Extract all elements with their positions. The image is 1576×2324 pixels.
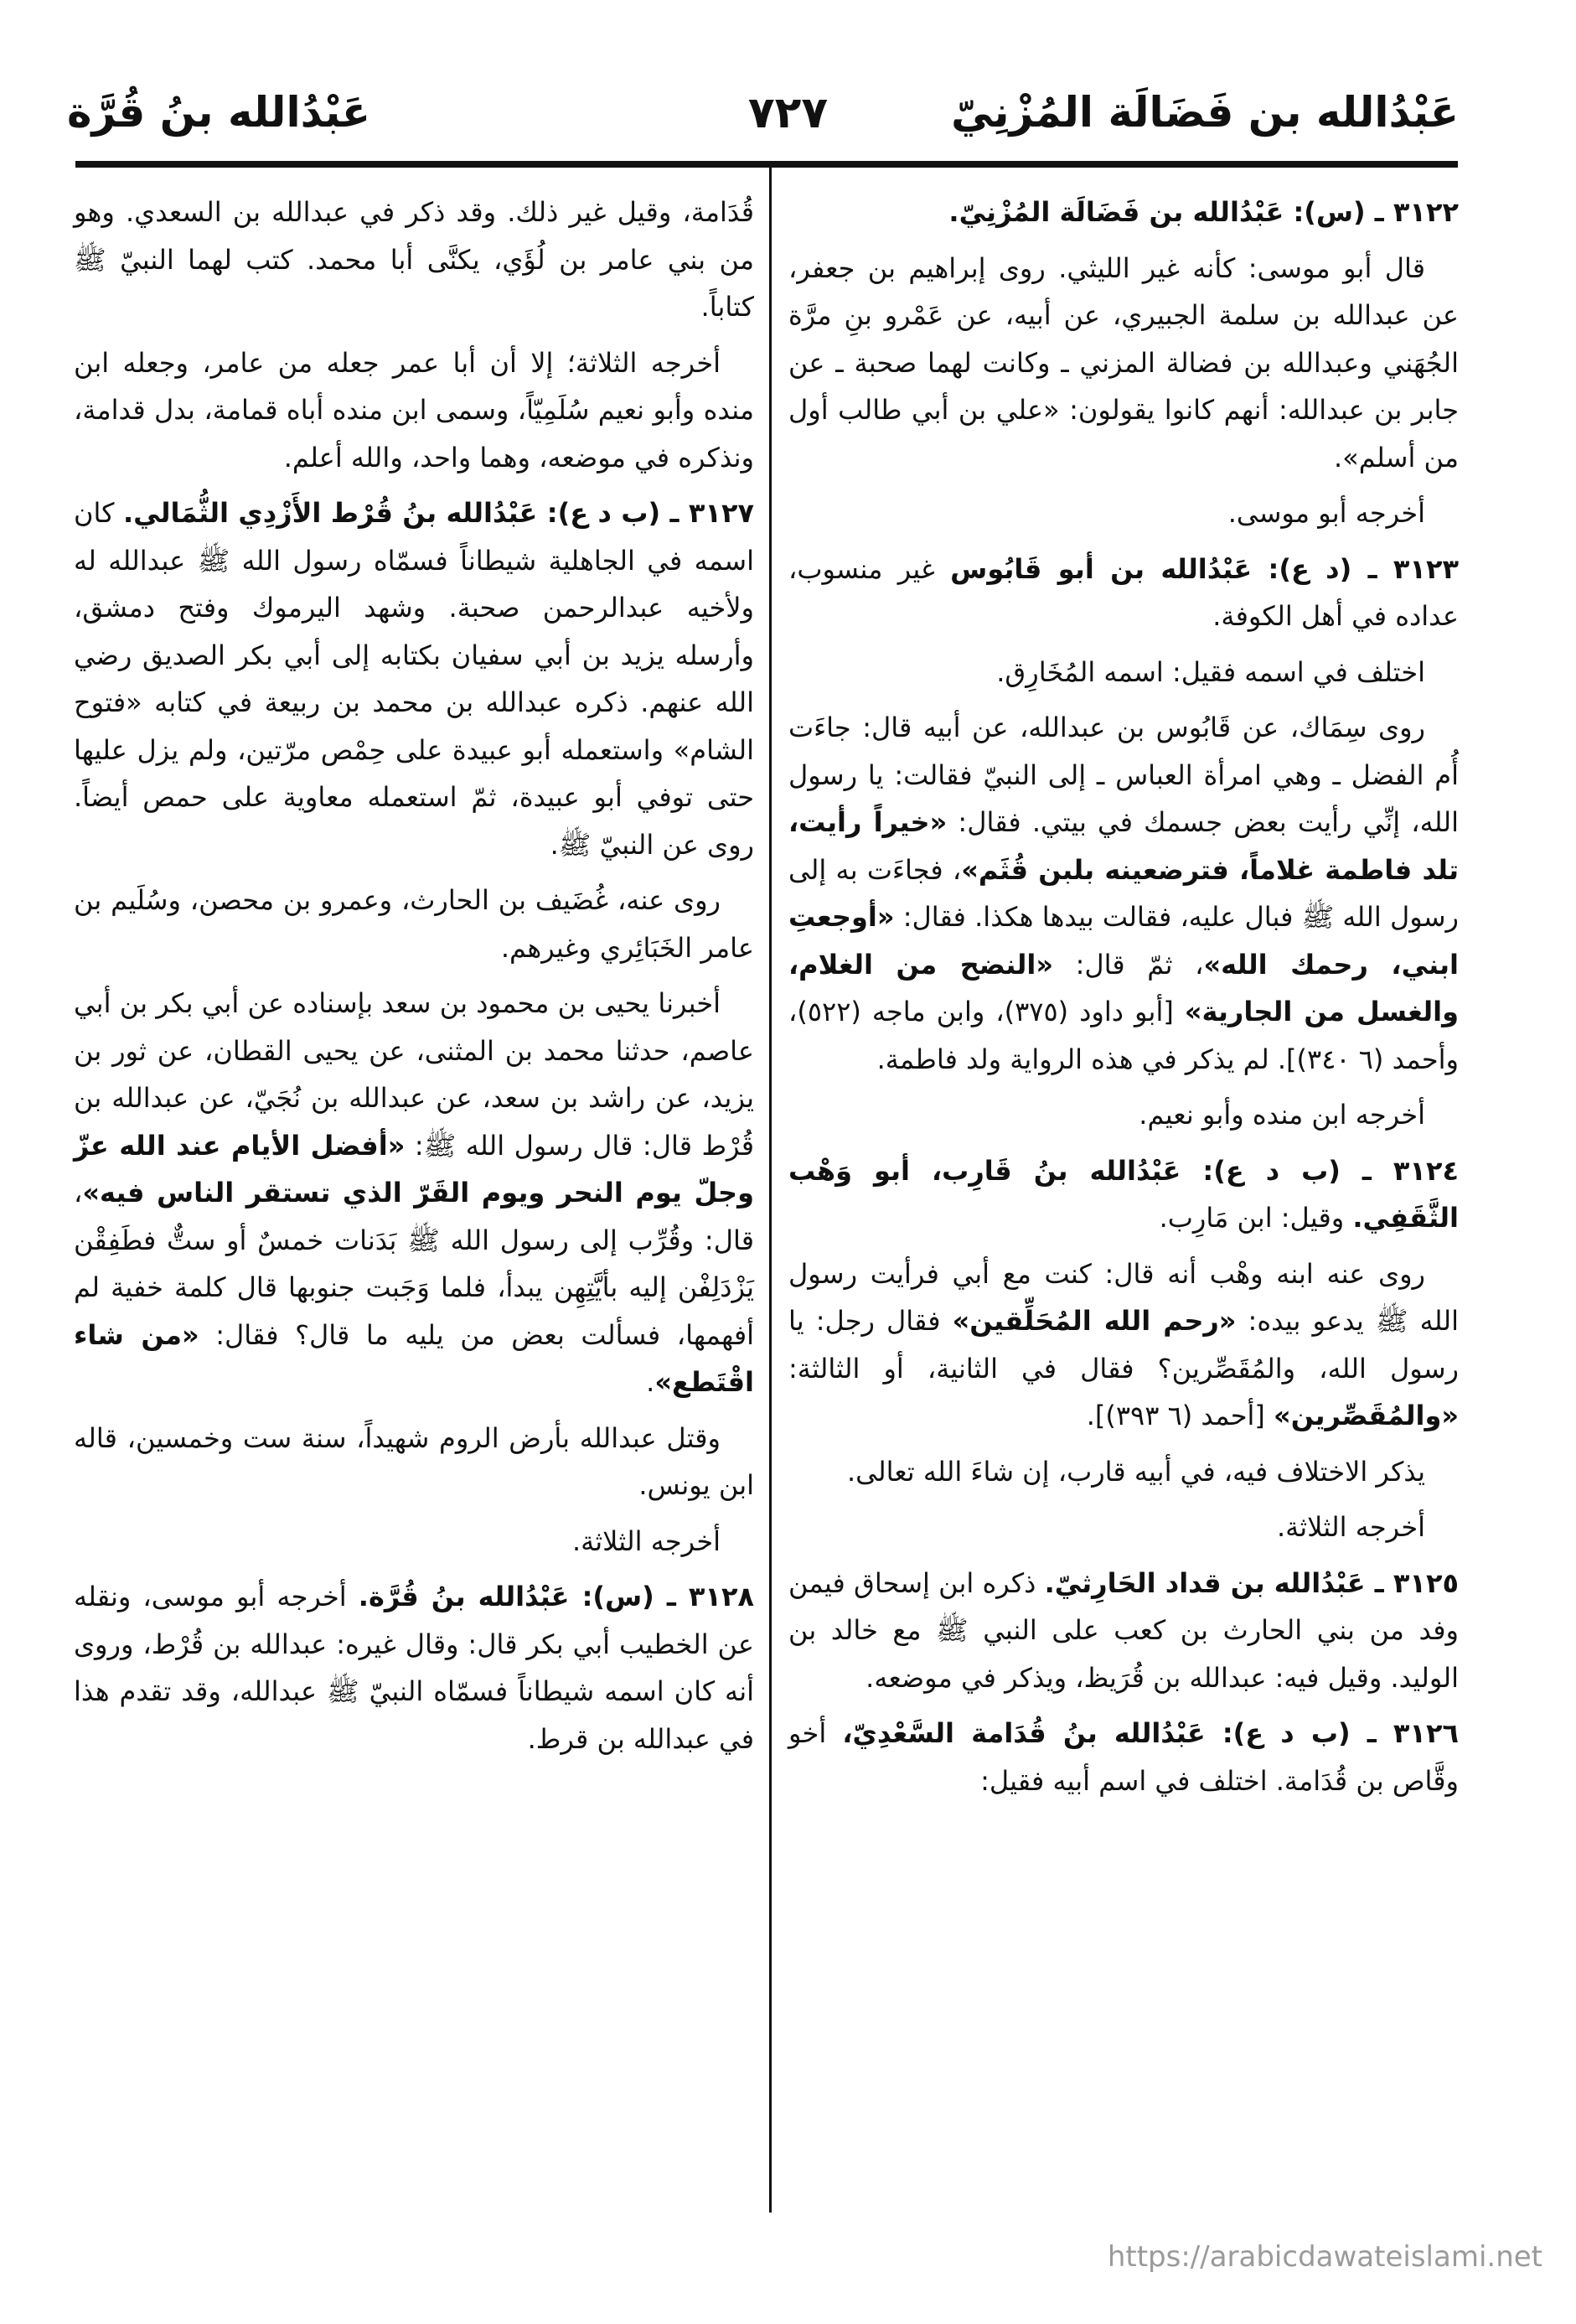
running-head-right: عَبْدُالله بن فَضَالَة المُزْنِيّ	[951, 88, 1459, 137]
text-paragraph	[74, 1415, 754, 1509]
body-text: أخو وقَّاص بن قُدَامة. اختلف في اسم أبيه فقيل:	[788, 1717, 1459, 1797]
entry-paragraph	[74, 189, 754, 331]
bold-text: «رحم الله المُحَلِّقين»	[952, 1305, 1237, 1337]
bold-text: ٣١٢٢ ـ (س): عَبْدُالله بن فَضَالَة المُزْنِيّ.	[948, 196, 1459, 228]
bold-text: ٣١٢٧ ـ (ب د ع): عَبْدُالله بنُ قُرْط الأَزْدِي الثُّمَالي.	[122, 497, 755, 529]
left-column	[74, 189, 754, 1771]
body-text: قال أبو موسى: كأنه غير الليثي. روى إبراهيم بن جعفر، عن عبدالله بن سلمة الجبيري، عن أبيه، عن عَمْرو بنِ مرَّة الجُهَني وعبدالله بن فضالة المزني ـ وكانت لهما صحبة ـ عن جابر بن عبدالله: أنهم كانوا يقولون: «علي بن أبي طالب أول من أسلم».	[788, 251, 1459, 474]
entry-paragraph	[788, 189, 1459, 236]
body-text: أخبرنا يحيى بن محمود بن سعد بإسناده عن أبي بكر بن أبي عاصم، حدثنا محمد بن المثنى، عن يحيى القطان، عن ثور بن يزيد، عن راشد بن سعد، عن عبدالله بن نُجَيّ، عن عبدالله بن قُرْط قال: قال رسول الله ﷺ:	[74, 987, 755, 1162]
entry-paragraph	[788, 546, 1459, 640]
body-text: ، ثمّ قال:	[1053, 948, 1204, 981]
bold-text: ٣١٢٤ ـ (ب د ع): عَبْدُالله بنُ قَارِب، أبو وَهْب الثَّقَفِي.	[788, 1154, 1459, 1234]
text-paragraph	[788, 649, 1459, 696]
body-text: روى عنه ابنه وهْب أنه قال: كنت مع أبي فرأيت رسول الله ﷺ يدعو بيده:	[788, 1257, 1459, 1337]
text-paragraph	[788, 1091, 1459, 1139]
text-paragraph	[788, 1448, 1459, 1496]
watermark-url: https://arabicdawateislami.net	[1107, 2240, 1542, 2274]
right-column	[788, 189, 1459, 1813]
page-number: ٧٢٧	[747, 88, 829, 138]
text-paragraph	[788, 1250, 1459, 1440]
body-text: ، فجاءَت به إلى رسول الله ﷺ فبال عليه، فقالت بيدها هكذا. فقال:	[788, 853, 1459, 933]
bold-text: «خيراً رأيت، تلد فاطمة غلاماً، فترضعينه بلبن قُثَم»	[788, 806, 1459, 886]
text-paragraph	[74, 877, 754, 971]
body-text: أخرجه الثلاثة.	[1276, 1511, 1425, 1543]
column-divider	[769, 168, 772, 2213]
body-text: أخرجه أبو موسى، ونقله عن الخطيب أبي بكر قال: وقال غيره: عبدالله بن قُرْط، وروى أنه كان اسمه شيطاناً فسمّاه النبيّ ﷺ عبدالله، وقد تقدم هذا في عبدالله بن قرط.	[74, 1581, 754, 1755]
body-text: [أبو داود (٣٧٥)، وابن ماجه (٥٢٢)، وأحمد (٦ ٣٤٠)]. لم يذكر في هذه الرواية ولد فاطمة.	[788, 996, 1459, 1075]
bold-text: «أوجعتِ ابني، رحمك الله»	[788, 901, 1460, 981]
text-paragraph	[74, 339, 754, 482]
text-paragraph	[788, 1504, 1459, 1551]
header-rule	[75, 161, 1458, 168]
entry-paragraph	[788, 1710, 1459, 1804]
entry-paragraph	[788, 1147, 1459, 1242]
body-text: ، قال: وقُرِّب إلى رسول الله ﷺ بَدَنات خمسٌ أو ستٌّ فطَفِقْن يَزْدَلِفْن إليه بأيَّتِهِن يبدأ، فلما وَجَبت جنوبها قال كلمة خفية لم أفهمها، فسألت بعض من يليه ما قال؟ فقال:	[74, 1177, 755, 1351]
body-text: كان اسمه في الجاهلية شيطاناً فسمّاه رسول الله ﷺ عبدالله له ولأخيه عبدالرحمن صحبة. وشهد اليرموك وفتح دمشق، وأرسله يزيد بن أبي سفيان بكتابه إلى أبي بكر الصديق رضي الله عنهم. ذكره عبدالله بن محمد بن ربيعة في كتابه «فتوح الشام» واستعمله أبو عبيدة على حِمْص مرّتين، ولم يزل عليها حتى توفي أبو عبيدة، ثمّ استعمله معاوية على حمص أيضاً. روى عن النبيّ ﷺ.	[74, 497, 754, 861]
text-paragraph	[788, 245, 1459, 482]
body-text: وقيل: ابن مَارِب.	[1159, 1202, 1353, 1234]
bold-text: «من شاء اقْتَطع»	[74, 1318, 754, 1398]
body-text: يذكر الاختلاف فيه، في أبيه قارب، إن شاءَ الله تعالى.	[846, 1455, 1425, 1488]
body-text: فقال رجل: يا رسول الله، والمُقَصِّرين؟ فقال في الثانية، أو الثالثة:	[788, 1305, 1459, 1385]
body-text: أخرجه أبو موسى.	[1227, 497, 1425, 529]
body-text: [أحمد (٦ ٣٩٣)].	[1086, 1400, 1274, 1431]
bold-text: «أفضل الأيام عند الله عزّ وجلّ يوم النحر ويوم القَرّ الذي تستقر الناس فيه»	[74, 1129, 754, 1209]
body-text: أخرجه الثلاثة؛ إلا أن أبا عمر جعله من عامر، وجعله ابن منده وأبو نعيم سُلَمِيّاً، وسمى ابن منده أباه قمامة، بدل قدامة، ونذكره في موضعه، وهما واحد، والله أعلم.	[74, 346, 754, 474]
body-text: اختلف في اسمه فقيل: اسمه المُخَارِق.	[996, 655, 1425, 688]
text-paragraph	[74, 980, 754, 1406]
body-text: .	[646, 1366, 655, 1398]
entry-paragraph	[74, 1573, 754, 1762]
text-paragraph	[788, 704, 1459, 1083]
body-text: روى سِمَاك، عن قَابُوس بن عبدالله، عن أبيه قال: جاءَت أُم الفضل ـ وهي امرأة العباس ـ إلى النبيّ فقالت: يا رسول الله، إنِّي رأيت بعض جسمك في بيتي. فقال:	[788, 712, 1460, 838]
body-text: أخرجه ابن منده وأبو نعيم.	[1139, 1099, 1425, 1131]
entry-paragraph	[788, 1560, 1459, 1702]
text-paragraph	[788, 489, 1459, 537]
body-text: روى عنه، غُضَيف بن الحارث، وعمرو بن محصن، وسُلَيم بن عامر الخَبَائِري وغيرهم.	[74, 884, 754, 964]
entry-paragraph	[74, 489, 754, 868]
bold-text: «والمُقَصِّرين»	[1274, 1400, 1459, 1431]
body-text: وقتل عبدالله بأرض الروم شهيداً، سنة ست وخمسين، قاله ابن يونس.	[74, 1421, 754, 1501]
bold-text: ٣١٢٣ ـ (د ع): عَبْدُالله بن أبو قَابُوس	[950, 552, 1460, 585]
body-text: قُدَامة، وقيل غير ذلك. وقد ذكر في عبدالله بن السعدي. وهو من بني عامر بن لُؤَي، يكنَّى أبا محمد. كتب لهما النبيّ ﷺ كتاباً.	[74, 196, 754, 323]
body-text: ذكره ابن إسحاق فيمن وفد من بني الحارث بن كعب على النبي ﷺ مع خالد بن الوليد. وقيل فيه: عبدالله بن قُرَيظ، ويذكر في موضعه.	[788, 1566, 1459, 1694]
running-head-left: عَبْدُالله بنُ قُرَّة	[67, 88, 371, 137]
bold-text: ٣١٢٥ ـ عَبْدُالله بن قداد الحَارِثيّ.	[1044, 1566, 1460, 1599]
bold-text: ٣١٢٨ ـ (س): عَبْدُالله بنُ قُرَّة.	[358, 1581, 755, 1612]
body-text: أخرجه الثلاثة.	[571, 1524, 721, 1557]
bold-text: «النضح من الغلام، والغسل من الجارية»	[788, 948, 1459, 1027]
text-paragraph	[74, 1518, 754, 1566]
bold-text: ٣١٢٦ ـ (ب د ع): عَبْدُالله بنُ قُدَامة السَّعْدِيّ،	[842, 1717, 1460, 1749]
body-text: غير منسوب، عداده في أهل الكوفة.	[788, 552, 1459, 632]
